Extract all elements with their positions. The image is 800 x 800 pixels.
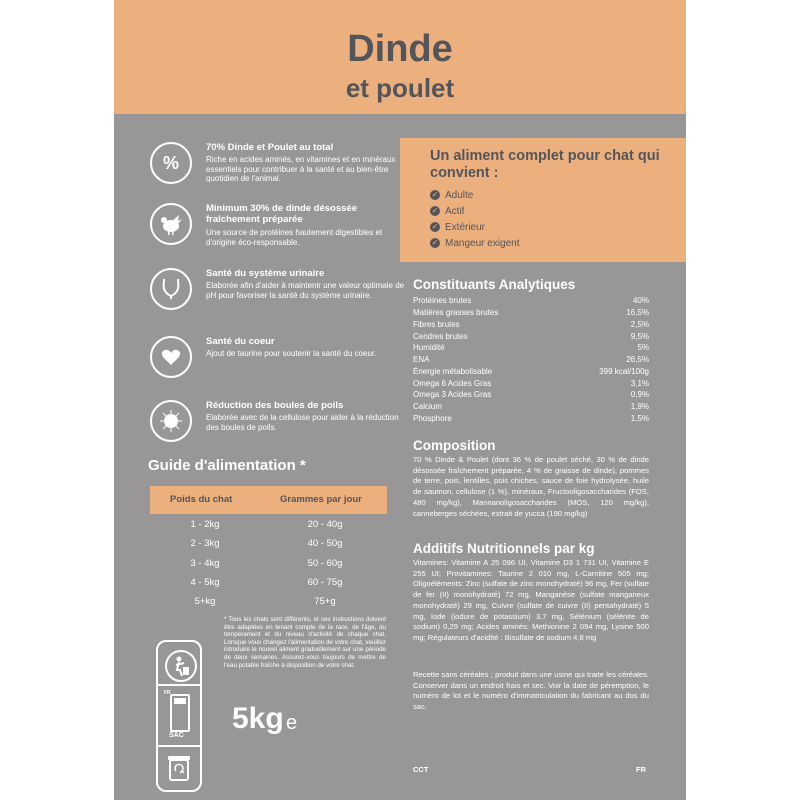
check-icon: ✓ bbox=[431, 238, 439, 248]
footer-cct: CCT bbox=[413, 765, 429, 774]
col-grams-per-day: Grammes par jour bbox=[280, 494, 362, 505]
analytics-row: Omega 3 Acides Gras 0,9% bbox=[413, 390, 649, 399]
table-row bbox=[150, 577, 387, 595]
suitability-item: ✓ Extérieur bbox=[431, 222, 486, 233]
product-title: Dinde bbox=[347, 28, 453, 70]
feature-title: Minimum 30% de dinde désossée fraîchement préparée bbox=[206, 203, 357, 225]
row-weight: 1 - 2kg bbox=[190, 519, 220, 530]
feature-desc: Elaborée afin d'aider à maintenir une valeur optimale de pH pour favoriser la santé du système urinaire. bbox=[206, 281, 405, 300]
footer-fr: FR bbox=[636, 765, 646, 774]
feeding-guide-note: * Tous les chats sont différents, et ces instructions doivent être adaptées en tenant compte de la race, de l'âge, du tempérament et du niveau d'activité de chaque chat. Lorsque vous changez l'alimentation de votre chat, veuillez introduire le nouvel aliment graduellement sur une période de deux semaines. Assurez-vous toujours de mettre de l'eau potable fraîche à disposition de votre chat. bbox=[224, 616, 386, 669]
recycle-fr-label: FR bbox=[164, 690, 171, 696]
suitability-title: Un aliment complet pour chat qui convient : bbox=[430, 148, 660, 181]
recycling-logo bbox=[156, 640, 202, 792]
turkey-icon bbox=[150, 203, 192, 245]
additives-title: Additifs Nutritionnels par kg bbox=[413, 541, 595, 556]
feature-desc: Elaborée avec de la cellulose pour aider à la réduction des boules de poils. bbox=[206, 413, 399, 432]
table-row bbox=[150, 558, 387, 576]
row-weight: 5+kg bbox=[194, 596, 216, 607]
suitability-box bbox=[400, 138, 686, 262]
analytics-row: Phosphore 1,5% bbox=[413, 414, 649, 423]
feeding-guide-header bbox=[150, 486, 387, 514]
analytics-row: Humidité 5% bbox=[413, 343, 649, 352]
analytics-row: Omega 6 Acides Gras 3,1% bbox=[413, 379, 649, 388]
suitability-item: ✓ Actif bbox=[431, 206, 465, 217]
analytics-row: Énergie métabolisable 399 kcal/100g bbox=[413, 367, 649, 376]
analytics-row: Fibres brutes 2,5% bbox=[413, 320, 649, 329]
feature-desc: Riche en acides aminés, en vitamines et en minéraux essentiels pour contribuer à la santé et au bien-être quotidien de l'animal. bbox=[206, 155, 396, 183]
analytics-row: Calcium 1,9% bbox=[413, 402, 649, 411]
feeding-guide-title: Guide d'alimentation * bbox=[148, 457, 306, 474]
table-row bbox=[150, 519, 387, 537]
row-weight: 2 - 3kg bbox=[190, 538, 220, 549]
table-row bbox=[150, 538, 387, 556]
check-icon: ✓ bbox=[431, 190, 439, 200]
composition-text: 70 % Dinde & Poulet (dont 36 % de poulet séché, 30 % de dinde désossée fraîchement préparée, 4 % de graisse de dinde), pommes de terre, pois, lentilles, pois chiches, sauce de foie hydrolysée, huile de saumon, cellulose (1 %), minéraux, Fructooligosaccharides (FOS, 480 mg/kg), Mannanoligosaccharides (MOS, 120 mg/kg), canneberges séchées, extrait de yucca (190 mg/kg) bbox=[413, 455, 649, 518]
analytics-row: Cendres brutes 9,5% bbox=[413, 332, 649, 341]
row-weight: 4 - 5kg bbox=[190, 577, 220, 588]
row-weight: 3 - 4kg bbox=[190, 558, 220, 569]
suitability-item: ✓ Mangeur exigent bbox=[431, 238, 520, 249]
tidyman-icon bbox=[165, 650, 197, 682]
heart-icon bbox=[150, 336, 192, 378]
recycle-sac-label: SAC bbox=[169, 732, 184, 739]
estimated-sign: e bbox=[286, 712, 298, 734]
label-panel bbox=[114, 0, 686, 800]
analytics-title: Constituants Analytiques bbox=[413, 277, 576, 292]
bag-icon bbox=[170, 694, 190, 732]
percent-icon: % bbox=[150, 142, 192, 184]
analytics-row: Protéines brutes 40% bbox=[413, 296, 649, 305]
feature-title: 70% Dinde et Poulet au total bbox=[206, 142, 334, 153]
feature-desc: Ajout de taurine pour soutenir la santé du coeur. bbox=[206, 349, 377, 358]
bladder-icon bbox=[150, 268, 192, 310]
feature-title: Santé du système urinaire bbox=[206, 268, 325, 279]
feature-desc: Une source de protéines hautement digestibles et d'origine éco-responsable. bbox=[206, 228, 383, 247]
row-grams: 40 - 50g bbox=[307, 538, 343, 549]
product-subtitle: et poulet bbox=[345, 73, 455, 103]
row-grams: 75+g bbox=[314, 596, 336, 607]
divider bbox=[158, 684, 200, 686]
analytics-row: ENA 26,5% bbox=[413, 355, 649, 364]
check-icon: ✓ bbox=[431, 222, 439, 232]
feature-title: Santé du coeur bbox=[206, 336, 275, 347]
recycle-bin-icon bbox=[167, 754, 191, 782]
check-icon: ✓ bbox=[431, 206, 439, 216]
storage-text: Recette sans céréales ; produit dans une usine qui traite les céréales. Conserver dans un endroit frais et sec. Voir la date de péremption, le numéro de lot et le numéro d'immatriculation du fabricant au dos du sac. bbox=[413, 670, 649, 712]
title-banner bbox=[114, 0, 686, 114]
hairball-icon bbox=[150, 400, 192, 442]
row-grams: 60 - 75g bbox=[307, 577, 343, 588]
col-cat-weight: Poids du chat bbox=[170, 494, 233, 505]
additives-text: Vitamines: Vitamine A 25 096 UI, Vitamine D3 1 731 UI, Vitamine E 255 UI; Provitamines: Taurine 2 010 mg, L-Carnitine 505 mg; Oligoéléments: Zinc (sulfate de zinc monohydraté) 96 mg, Fer (sulfate de fer (II) monohydraté) 72 mg, Manganèse (sulfate manganeux monohydraté) 29 mg, Cuivre (sulfate de cuivre (II) pentahydraté) 5 mg, Iode (iodure de potassium) 3,7 mg, Sélénium (sélénite de sodium) 0,29 mg; Acides aminés: Methionine 2 094 mg, Lysine 500 mg; Régulateurs d'acidité : Bisulfate de sodium 4,8 mg bbox=[413, 558, 649, 642]
row-grams: 20 - 40g bbox=[307, 519, 343, 530]
suitability-item: ✓ Adulte bbox=[431, 190, 474, 201]
divider bbox=[158, 745, 200, 747]
feature-title: Réduction des boules de poils bbox=[206, 400, 344, 411]
analytics-row: Matières grasses brutes 16,5% bbox=[413, 308, 649, 317]
net-weight: 5kg bbox=[232, 702, 284, 735]
row-grams: 50 - 60g bbox=[307, 558, 343, 569]
composition-title: Composition bbox=[413, 438, 496, 453]
table-row bbox=[150, 596, 387, 614]
